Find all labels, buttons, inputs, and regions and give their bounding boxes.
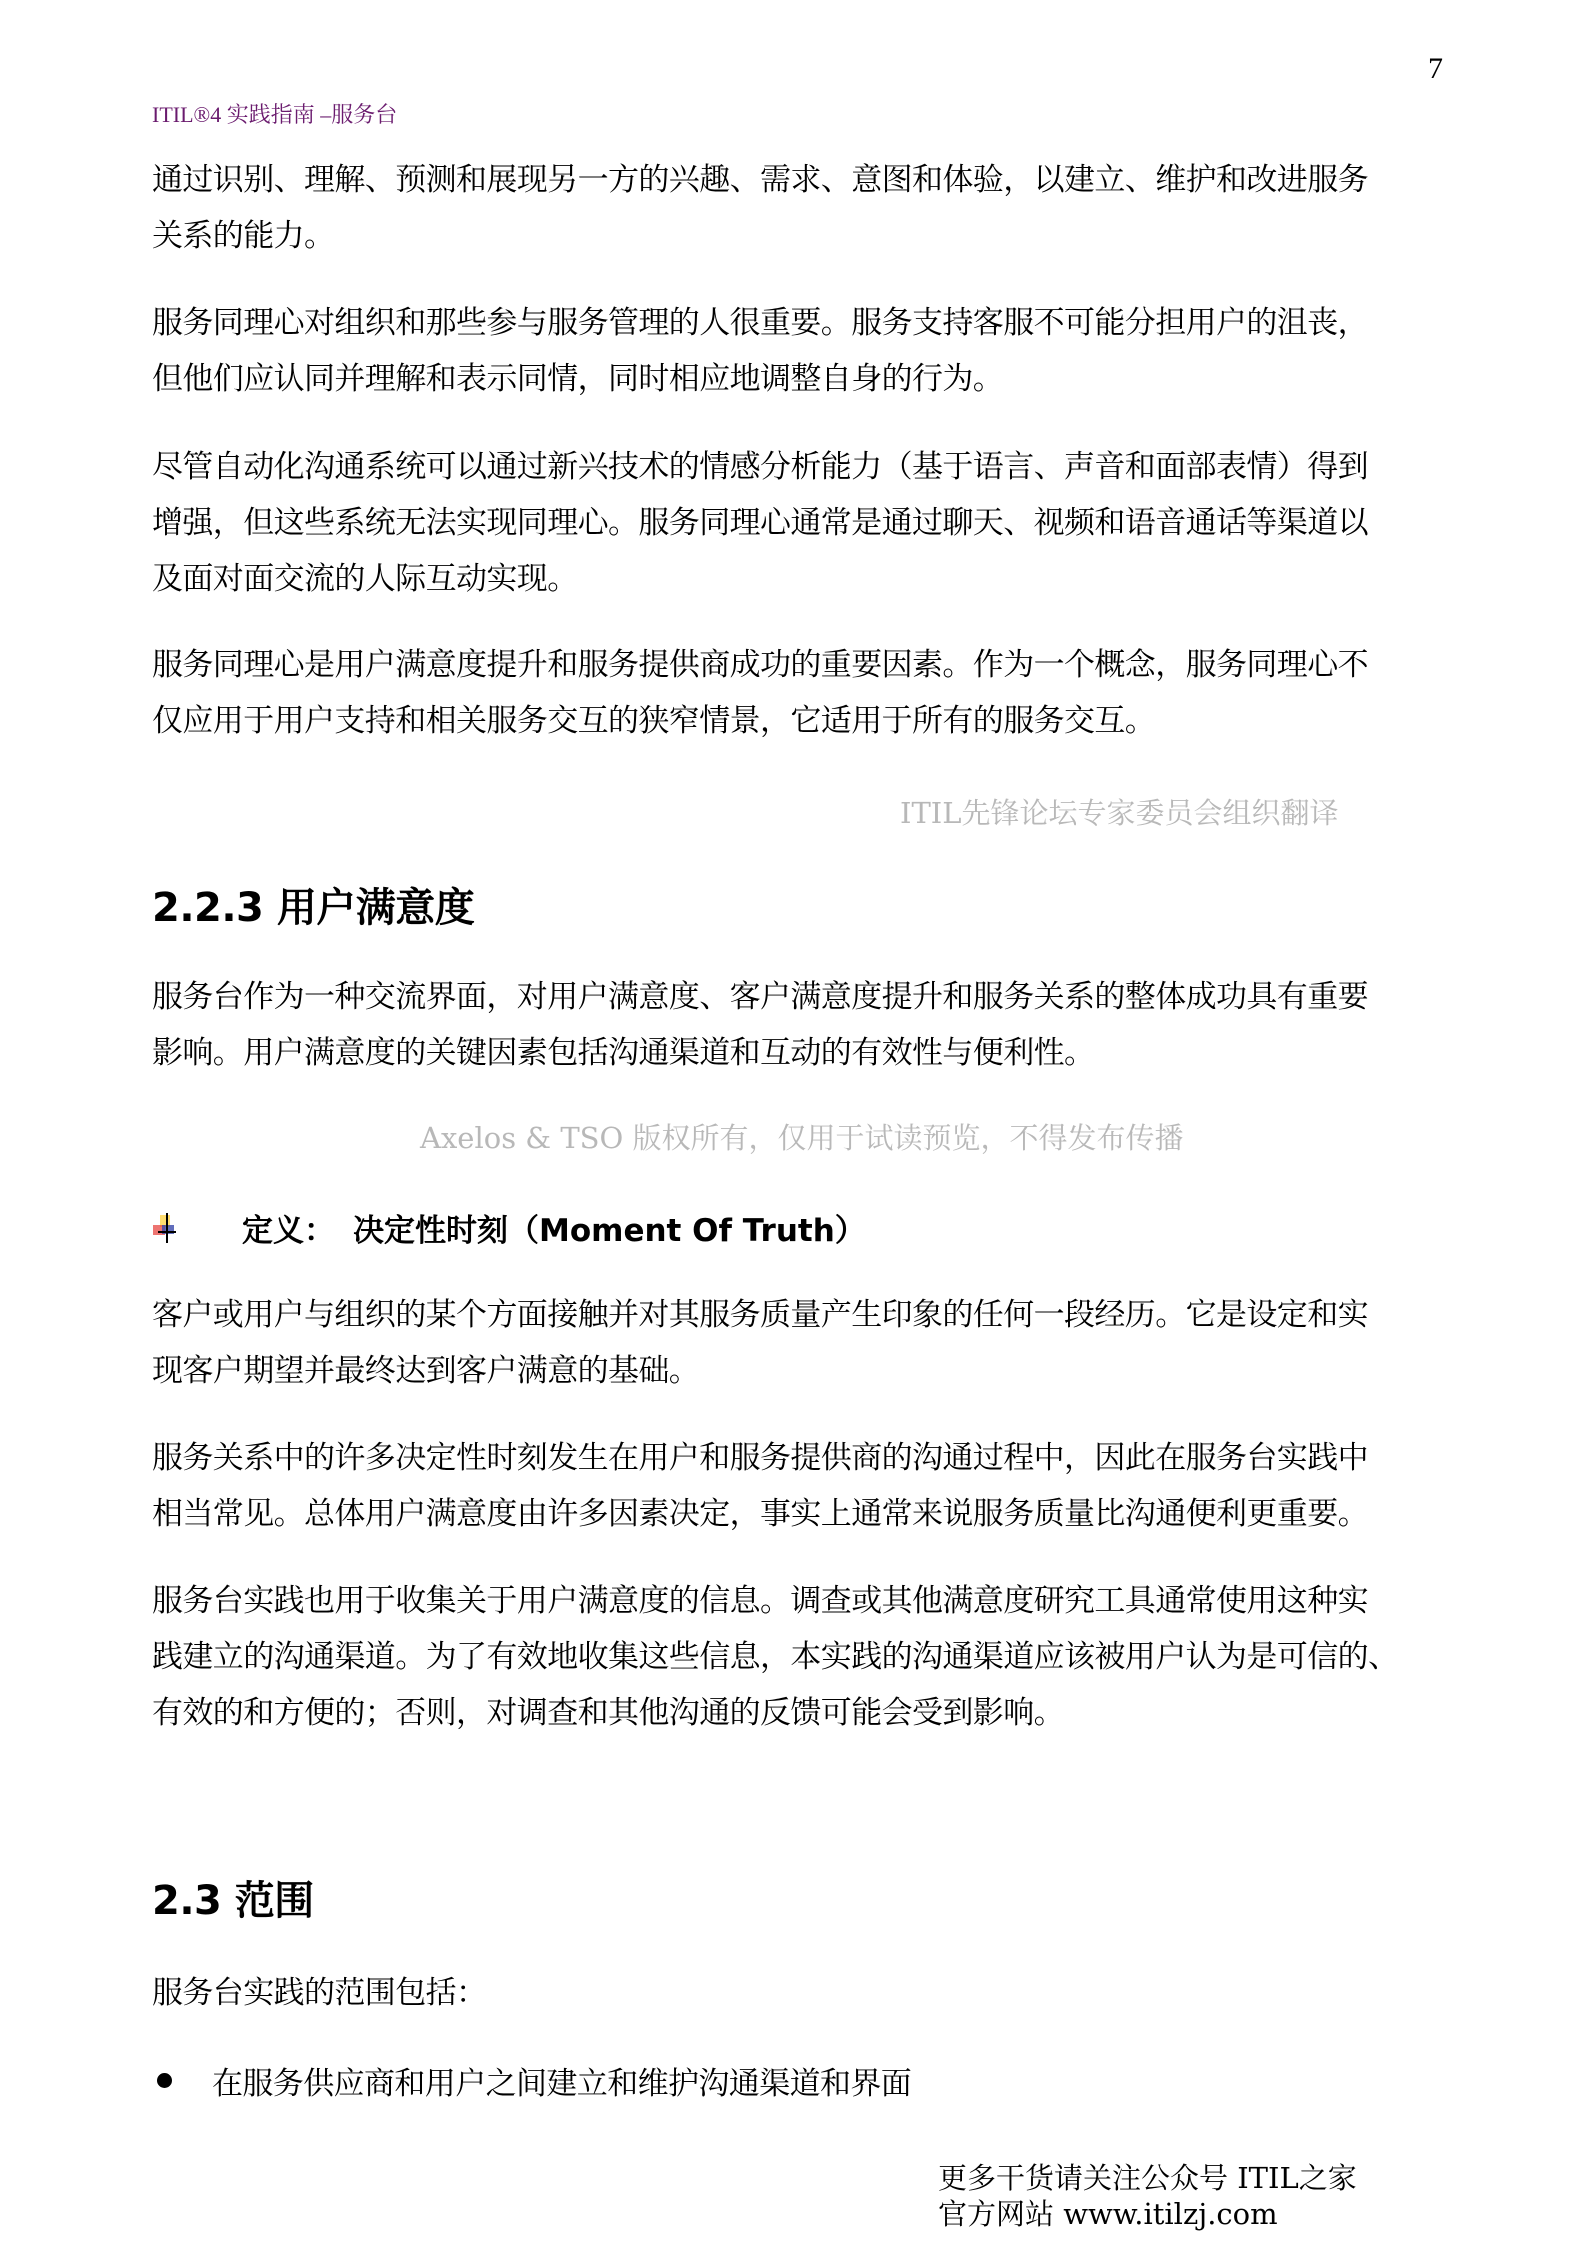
page-number: 7: [1428, 52, 1443, 85]
text-line: 服务同理心对组织和那些参与服务管理的人很重要。服务支持客服不可能分担用户的沮丧，: [152, 305, 1368, 341]
bullet-item: [152, 2058, 911, 2103]
footer-line: 更多干货请关注公众号 ITIL之家: [938, 2161, 1357, 2195]
definition-term: 决定性时刻（Moment Of Truth）: [353, 1213, 866, 1249]
text-line: 增强，但这些系统无法实现同理心。服务同理心通常是通过聊天、视频和语音通话等渠道以: [152, 505, 1368, 541]
text-line: 通过识别、理解、预测和展现另一方的兴趣、需求、意图和体验，以建立、维护和改进服务: [152, 162, 1368, 198]
text-line: 仅应用于用户支持和相关服务交互的狭窄情景，它适用于所有的服务交互。: [152, 703, 1156, 739]
definition-heading: [152, 1205, 866, 1250]
text-line: 服务同理心是用户满意度提升和服务提供商成功的重要因素。作为一个概念，服务同理心不: [152, 647, 1368, 683]
paragraph: [152, 637, 1368, 749]
text-line: 关系的能力。: [152, 218, 335, 254]
running-header: ITIL®4 实践指南 –服务台: [152, 102, 398, 127]
text-line: 服务台实践也用于收集关于用户满意度的信息。调查或其他满意度研究工具通常使用这种实: [152, 1583, 1368, 1619]
text-line: 服务关系中的许多决定性时刻发生在用户和服务提供商的沟通过程中，因此在服务台实践中: [152, 1440, 1368, 1476]
text-line: 影响。用户满意度的关键因素包括沟通渠道和互动的有效性与便利性。: [152, 1035, 1095, 1071]
text-line: 践建立的沟通渠道。为了有效地收集这些信息，本实践的沟通渠道应该被用户认为是可信的、: [152, 1639, 1399, 1675]
footer-promo: [938, 2160, 1357, 2232]
text-line: 尽管自动化沟通系统可以通过新兴技术的情感分析能力（基于语言、声音和面部表情）得到: [152, 449, 1368, 485]
paragraph: [152, 969, 1368, 1081]
footer-website: 官方网站 www.itilzj.com: [938, 2197, 1278, 2231]
section-heading-2-2-3: 2.2.3 用户满意度: [152, 885, 475, 931]
bullet-text: 在服务供应商和用户之间建立和维护沟通渠道和界面: [212, 2066, 912, 2102]
text-line: 有效的和方便的；否则，对调查和其他沟通的反馈可能会受到影响。: [152, 1695, 1064, 1731]
paragraph: [152, 1287, 1368, 1399]
text-line: 但他们应认同并理解和表示同情，同时相应地调整自身的行为。: [152, 361, 1004, 397]
watermark-copyright: Axelos & TSO 版权所有，仅用于试读预览，不得发布传播: [420, 1121, 1184, 1155]
paragraph: [152, 1430, 1368, 1542]
text-line: 及面对面交流的人际互动实现。: [152, 561, 578, 597]
text-line: 服务台作为一种交流界面，对用户满意度、客户满意度提升和服务关系的整体成功具有重要: [152, 979, 1368, 1015]
paragraph: [152, 152, 1368, 264]
text-line: 现客户期望并最终达到客户满意的基础。: [152, 1353, 700, 1389]
text-line: 服务台实践的范围包括：: [152, 1975, 487, 2011]
bullet-dot-icon: [157, 2073, 172, 2088]
watermark-translation: ITIL先锋论坛专家委员会组织翻译: [900, 796, 1339, 830]
text-line: 相当常见。总体用户满意度由许多因素决定，事实上通常来说服务质量比沟通便利更重要。: [152, 1496, 1368, 1532]
paragraph: [152, 295, 1368, 407]
paragraph: [152, 1965, 486, 2021]
definition-label: 定义：: [242, 1213, 335, 1249]
section-heading-2-3: 2.3 范围: [152, 1878, 314, 1924]
paragraph: [152, 439, 1368, 607]
text-line: 客户或用户与组织的某个方面接触并对其服务质量产生印象的任何一段经历。它是设定和实: [152, 1297, 1368, 1333]
definition-marker-icon: [152, 1213, 180, 1243]
paragraph: [152, 1573, 1398, 1741]
